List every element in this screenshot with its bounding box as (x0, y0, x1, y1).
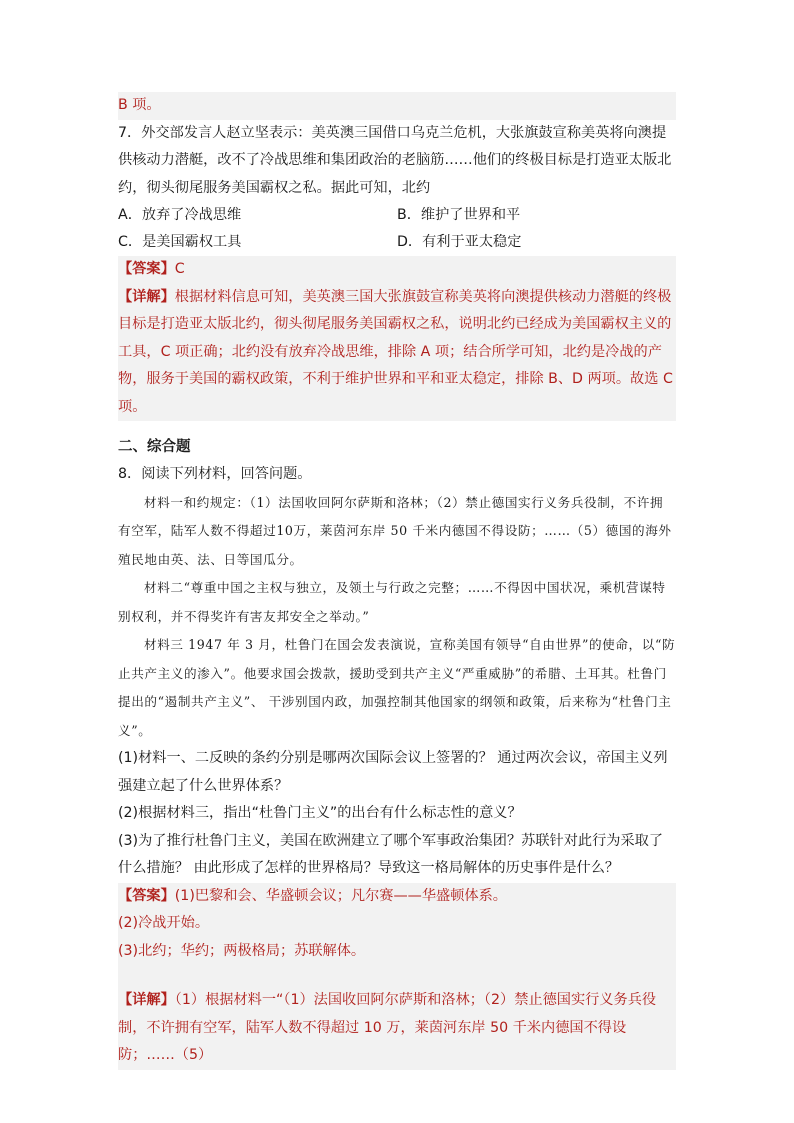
answer-label: 【答案】 (118, 887, 175, 904)
previous-answer-tail: B 项。 (118, 92, 676, 120)
question-8-detail (118, 987, 676, 1070)
option-b: B．维护了世界和平 (397, 207, 521, 223)
sub-question-1: (1)材料一、二反映的条约分别是哪两次国际会议上签署的？ 通过两次会议，帝国主义列强建立起了什么世界体系？ (118, 750, 668, 794)
answer-value: C (174, 261, 185, 277)
options-row-1 (118, 202, 676, 229)
material-1: 材料一和约规定：（1）法国收回阿尔萨斯和洛林；（2）禁止德国实行义务兵役制，不许拥有空军，陆军人数不得超过10万，莱茵河东岸 50 千米内德国不得设防；……（5）德国的海外殖民地由英、法、日等国瓜分。 (118, 494, 672, 567)
options-row-2 (118, 229, 676, 256)
question-7 (118, 120, 676, 422)
question-8-solution (118, 883, 676, 1070)
sub-question-2: (2)根据材料三，指出“杜鲁门主义”的出台有什么标志性的意义？ (118, 805, 522, 821)
question-8-stem: 8．阅读下列材料，回答问题。 (118, 466, 312, 482)
question-7-stem: 7．外交部发言人赵立坚表示：美英澳三国借口乌克兰危机，大张旗鼓宣称美英将向澳提供核动力潜艇，改不了冷战思维和集团政治的老脑筋……他们的终极目标是打造亚太版北约，彻头彻尾服务美国霸权之私。据此可知，北约 (118, 124, 672, 196)
detail-label: 【详解】 (118, 992, 175, 1008)
option-c: C．是美国霸权工具 (118, 234, 242, 250)
detail-text: （1）根据材料一“（1）法国收回阿尔萨斯和洛林；（2）禁止德国实行义务兵役制，不许拥有空军，陆军人数不得超过 10 万，莱茵河东岸 50 千米内德国不得设防；……（5） (118, 992, 657, 1063)
option-d: D．有利于亚太稳定 (397, 234, 522, 250)
question-8-answer-3: (3)北约；华约；两极格局；苏联解体。 (118, 942, 366, 959)
material-3: 材料三 1947 年 3 月，杜鲁门在国会发表演说，宣称美国有领导“自由世界”的使命，以“防止共产主义的渗入”。他要求国会拨款，援助受到共产主义“严重威胁”的希腊、土耳其。杜鲁门提出的“遏制共产主义”、 干涉别国内政，加强控制其他国家的纲领和政策，后来称为“杜鲁门主义”。 (118, 637, 676, 738)
question-7-answer (118, 256, 676, 284)
answer-1-text: (1)巴黎和会、华盛顿会议；凡尔赛——华盛顿体系。 (174, 887, 507, 904)
document-body (118, 92, 676, 1070)
question-7-detail (118, 284, 676, 422)
answer-label: 【答案】 (118, 261, 175, 277)
question-7-solution (118, 256, 676, 421)
question-8-answer-2: (2)冷战开始。 (118, 915, 210, 931)
detail-label: 【详解】 (118, 288, 175, 305)
option-a: A．放弃了冷战思维 (118, 207, 242, 223)
detail-text: 根据材料信息可知，美英澳三国大张旗鼓宣称美英将向澳提供核动力潜艇的终极目标是打造亚太版北约，彻头彻尾服务美国霸权之私，说明北约已经成为美国霸权主义的工具，C 项正确；北约没有放弃冷战思维，排除 A 项；结合所学可知，北约是冷战的产物，服务于美国的霸权政策，不利于维护世界和平和亚太稳定，排除 B、D 两项。故选 C 项。 (118, 288, 673, 415)
question-8 (118, 461, 676, 1070)
section-title: 二、综合题 (118, 439, 191, 455)
sub-question-3: (3)为了推行杜鲁门主义，美国在欧洲建立了哪个军事政治集团？苏联针对此行为采取了什么措施？ 由此形成了怎样的世界格局？导致这一格局解体的历史事件是什么？ (118, 832, 664, 876)
spacer (118, 965, 676, 987)
material-2: 材料二“尊重中国之主权与独立，及领土与行政之完整；……不得因中国状况，乘机营谋特别权利，并不得奖许有害友邦安全之举动。” (118, 580, 666, 624)
question-8-answer-1 (118, 883, 676, 911)
